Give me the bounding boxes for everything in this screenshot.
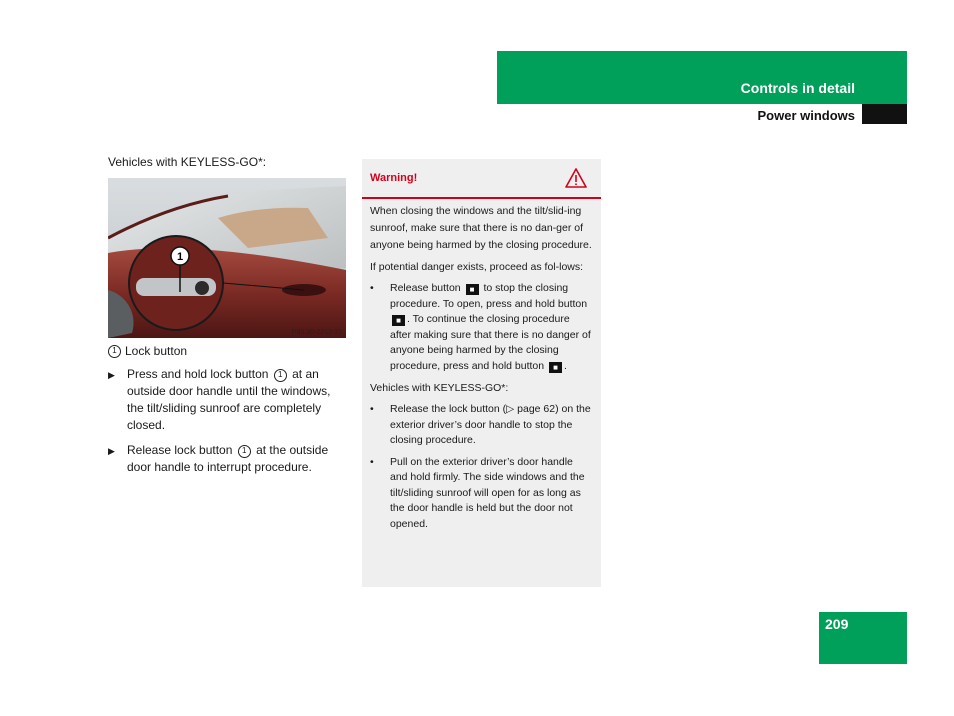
header-marker: [862, 104, 907, 124]
lock-key-icon: ■: [392, 315, 405, 326]
photo-callout-number: 1: [176, 251, 184, 263]
bullet-item: [370, 455, 592, 533]
step1-number: 1: [274, 369, 287, 382]
caption-text: Lock button: [125, 344, 188, 358]
page-number-box: [819, 612, 907, 664]
bullet-text: [390, 281, 592, 374]
left-column: [108, 155, 348, 476]
step2-text-start: Release lock button: [127, 443, 233, 457]
warning-triangle-icon: [565, 168, 587, 188]
warning-paragraph: If potential danger exists, proceed as fol-lows:: [370, 261, 584, 273]
step-text: [127, 442, 348, 476]
bullet-marker: •: [370, 403, 374, 415]
step2-number: 1: [238, 445, 251, 458]
lock-key-icon: ■: [549, 362, 562, 373]
step1-text-end: at an outside door handle until the windows, the tilt/sliding sunroof are completely closed.: [127, 367, 331, 432]
step-arrow-icon: ▶: [108, 370, 115, 380]
bullet1-text-a: Release button: [390, 282, 461, 294]
intro-text: Vehicles with KEYLESS-GO*:: [108, 155, 267, 169]
warning-header: [362, 159, 601, 199]
bullet-item: [370, 402, 592, 449]
bullet-marker: •: [370, 282, 374, 294]
bullet1-text-c: . To continue the closing procedure after making sure that there is no danger of anyone being harmed by the closing procedure, press and hold button: [390, 313, 591, 372]
subsection-title: Power windows: [757, 108, 855, 123]
step-text: [127, 366, 348, 434]
warning-paragraph: When closing the windows and the tilt/slid-ing sunroof, make sure that there is no dan-ger of anyone being harmed by the closing procedure.: [370, 205, 592, 251]
step-item: [108, 442, 348, 476]
step1-text-start: Press and hold lock button: [127, 367, 269, 381]
step2-text-end: at the outside door handle to interrupt procedure.: [127, 443, 329, 474]
door-handle-photo: [108, 178, 346, 338]
warning-body: [362, 199, 601, 532]
photo-caption: [108, 344, 348, 358]
step-arrow-icon: ▶: [108, 446, 115, 456]
bullet-marker: •: [370, 455, 374, 468]
car-illustration: [108, 178, 346, 338]
bullet-text: Release the lock button (▷ page 62) on the exterior driver’s door handle to stop the closing procedure.: [390, 403, 591, 446]
step-item: [108, 366, 348, 434]
section-title: Controls in detail: [740, 80, 855, 96]
lock-key-icon: ■: [466, 284, 479, 295]
caption-number: 1: [108, 345, 121, 358]
bullet-text: Pull on the exterior driver’s door handle and hold firmly. The side windows and the tilt/sliding sunroof will open for as long as the door handle is held but the door not opened.: [390, 455, 585, 530]
photo-code: P80.30-2213-31: [291, 329, 342, 336]
bullet-item: [370, 281, 592, 374]
warning-title: Warning!: [370, 172, 418, 184]
bullet1-text-d: .: [564, 359, 567, 372]
warning-box: [362, 159, 601, 587]
warning-paragraph: Vehicles with KEYLESS-GO*:: [370, 382, 509, 394]
header-band: [497, 51, 907, 104]
bullet1-text-b: to stop the closing procedure. To open, press and hold button: [390, 282, 588, 310]
page-number: 209: [825, 616, 849, 632]
